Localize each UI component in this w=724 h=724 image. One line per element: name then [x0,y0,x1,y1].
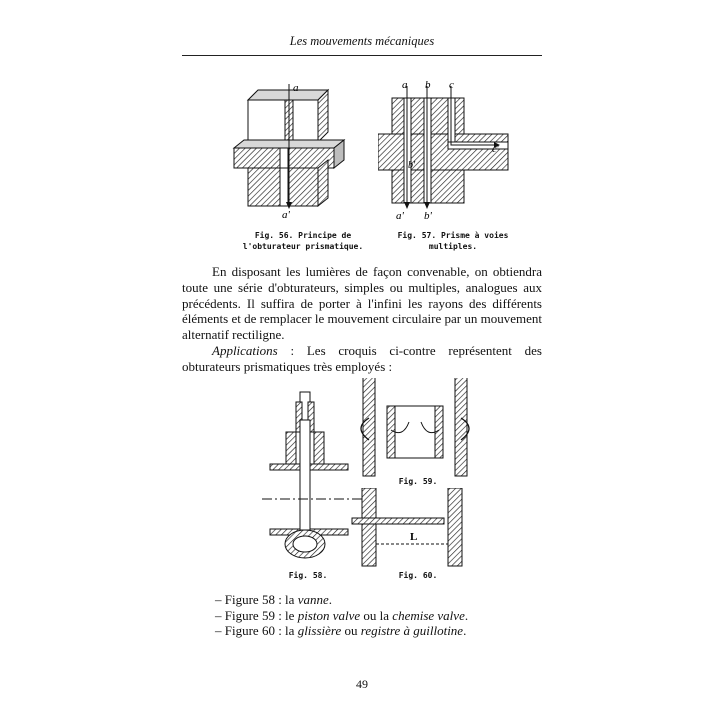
svg-text:a: a [402,79,408,91]
list-item: – Figure 59 : le piston valve ou la chemise valve. [215,607,469,623]
svg-text:a': a' [396,210,404,222]
svg-text:b: b [425,79,431,91]
fig56-label-a-prime: a' [282,209,290,220]
figure-56-drawing [230,78,355,220]
svg-text:b': b' [408,160,416,171]
svg-text:c': c' [492,144,499,155]
fig56-label-a: a [293,82,299,94]
main-text [182,264,542,375]
paragraph-1: En disposant les lumières de façon convenable, on obtiendra toute une série d'obturateurs, simples ou multiples, analogues aux précédents. Il suffira de porter à l'infini les rayons des différents éléments et de remplacer le mouvement circulaire par un mouvement alternatif rectiligne. [182,264,542,343]
figure-58-drawing [262,384,362,564]
fig60-dimension-label: L [410,531,418,543]
svg-text:c: c [449,79,454,91]
running-head: Les mouvements mécaniques [289,34,435,48]
figure-58-caption: Fig. 58. [288,571,328,580]
figure-57-drawing [378,78,513,223]
figure-57-caption: Fig. 57. Prisme à voies multiples. [397,231,509,251]
figure-56-caption: Fig. 56. Principe de l'obturateur prismatique. [242,231,364,251]
list-item: – Figure 58 : la vanne. [215,592,332,607]
paragraph-2: Applications : Les croquis ci-contre représentent des obturateurs prismatiques très employés : [182,342,542,374]
figure-59-drawing [355,378,480,478]
figure-60-drawing [348,488,478,568]
figure-list [215,592,468,639]
figure-60-caption: Fig. 60. [398,571,438,580]
page-number: 49 [356,677,368,691]
list-item: – Figure 60 : la glissière ou registre à guillotine. [215,623,467,638]
figure-59-caption: Fig. 59. [398,477,438,486]
svg-text:b': b' [424,210,432,222]
header-rule [182,55,542,56]
